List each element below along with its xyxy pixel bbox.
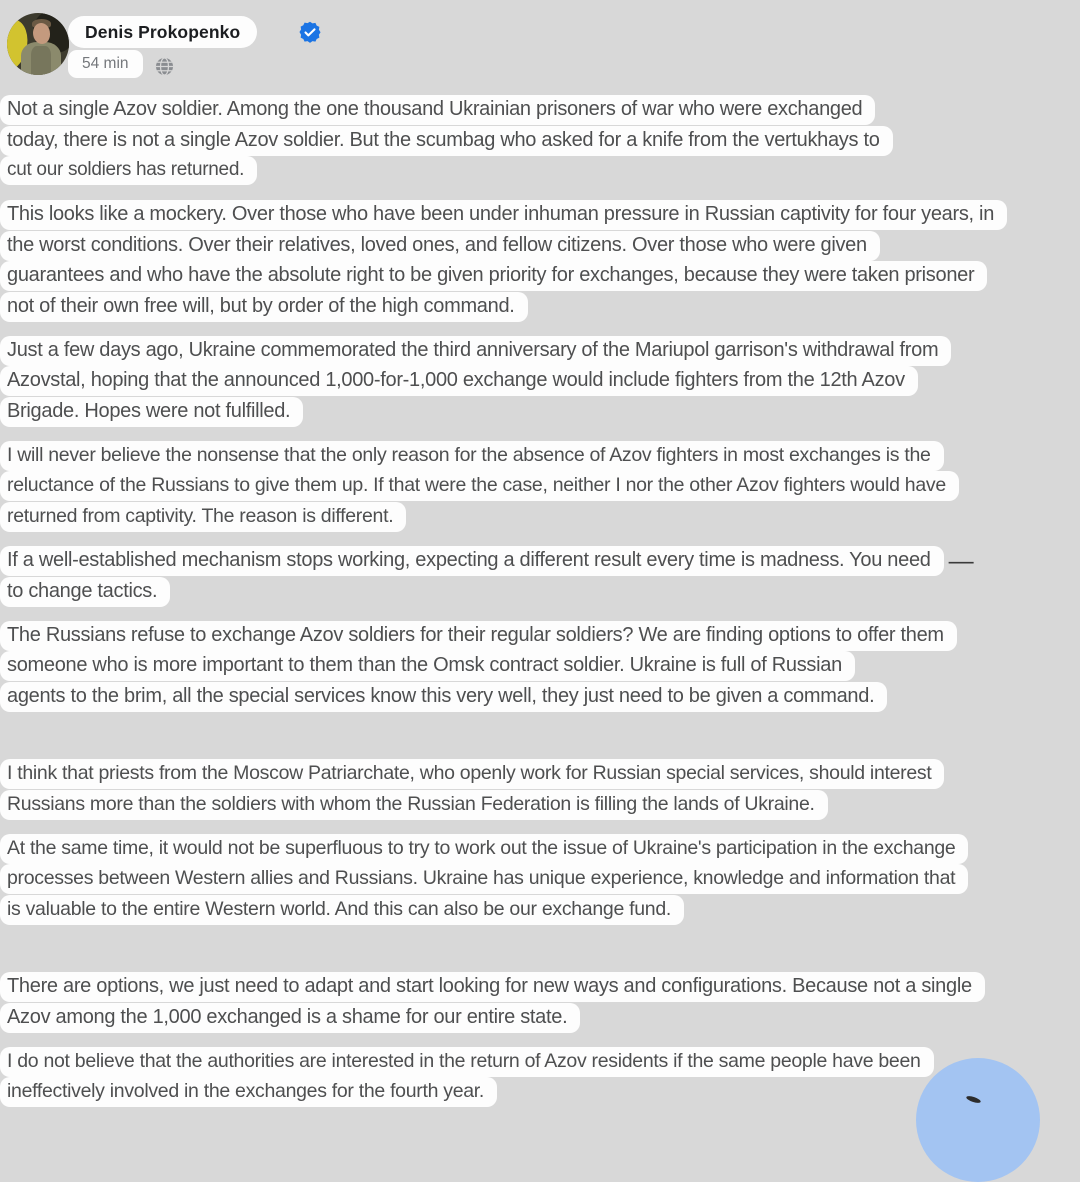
fab-icon-partial [966,1095,982,1104]
post-paragraph [0,441,1080,532]
post-text-line [0,1002,1080,1032]
post-text-line [0,125,1080,155]
text-pill: If a well-established mechanism stops working, expecting a different result every time is madness. You need [0,546,944,576]
post-header [0,0,1080,95]
text-pill: ineffectively involved in the exchanges for the fourth year. [0,1077,497,1107]
text-pill: Russians more than the soldiers with whom the Russian Federation is filling the lands of Ukraine. [0,790,828,820]
text-pill: I think that priests from the Moscow Patriarchate, who openly work for Russian special services, should interest [0,759,944,789]
post-text-line [0,200,1080,230]
post-text-line [0,834,1080,864]
text-pill: Just a few days ago, Ukraine commemorated the third anniversary of the Mariupol garrison's withdrawal from [0,336,951,366]
post-text-line [0,789,1080,819]
text-pill: to change tactics. [0,577,170,607]
text-pill: the worst conditions. Over their relatives, loved ones, and fellow citizens. Over those who were given [0,231,880,261]
globe-public-icon [155,57,174,76]
text-pill: reluctance of the Russians to give them up. If that were the case, neither I nor the other Azov fighters would have [0,471,959,501]
avatar-vest [31,46,51,75]
post-paragraph [0,200,1080,322]
text-pill: Not a single Azov soldier. Among the one thousand Ukrainian prisoners of war who were exchanged [0,95,875,125]
post-paragraph [0,759,1080,820]
post-body [0,95,1080,1122]
text-pill: agents to the brim, all the special services know this very well, they just need to be given a command. [0,682,887,712]
post-timestamp[interactable]: 54 min [68,50,143,78]
post-paragraph [0,336,1080,427]
post-text-line [0,261,1080,291]
em-dash-mark: — [948,546,974,575]
post-text-line [0,972,1080,1002]
text-pill: today, there is not a single Azov soldier. But the scumbag who asked for a knife from the vertukhays to [0,126,893,156]
post-text-line [0,366,1080,396]
post-text-line [0,441,1080,471]
text-pill: returned from captivity. The reason is different. [0,502,406,532]
post-paragraph [0,621,1080,712]
post-text-line [0,621,1080,651]
post-text-line [0,546,1080,576]
avatar[interactable] [7,13,69,75]
text-pill: I will never believe the nonsense that the only reason for the absence of Azov fighters in most exchanges is the [0,441,944,471]
post-text-line [0,651,1080,681]
text-pill: Brigade. Hopes were not fulfilled. [0,397,303,427]
post-text-line [0,336,1080,366]
post-text-line [0,95,1080,125]
post-paragraph [0,1047,1080,1108]
post-paragraph [0,972,1080,1033]
text-pill: I do not believe that the authorities are interested in the return of Azov residents if the same people have been [0,1047,934,1077]
text-pill: not of their own free will, but by order of the high command. [0,292,528,322]
post-text-line [0,502,1080,532]
translate-fab-button[interactable] [916,1058,1040,1182]
post-text-line [0,397,1080,427]
text-pill: guarantees and who have the absolute right to be given priority for exchanges, because they were taken prisoner [0,261,987,291]
post-text-line [0,291,1080,321]
post-text-line [0,471,1080,501]
author-name[interactable]: Denis Prokopenko [68,16,257,48]
text-pill: someone who is more important to them than the Omsk contract soldier. Ukraine is full of Russian [0,651,855,681]
text-pill: There are options, we just need to adapt and start looking for new ways and configurations. Because not a single [0,972,985,1002]
post-text-line [0,759,1080,789]
post-text-line [0,156,1080,186]
post-text-line [0,576,1080,606]
text-pill: Azov among the 1,000 exchanged is a shame for our entire state. [0,1003,580,1033]
post-text-line [0,864,1080,894]
text-pill: Azovstal, hoping that the announced 1,000-for-1,000 exchange would include fighters from the 12th Azov [0,366,918,396]
post-paragraph [0,834,1080,925]
text-pill: This looks like a mockery. Over those who have been under inhuman pressure in Russian captivity for four years, in [0,200,1007,230]
text-pill: cut our soldiers has returned. [0,156,257,185]
text-pill: processes between Western allies and Russians. Ukraine has unique experience, knowledge and information that [0,864,968,894]
post-paragraph [0,95,1080,186]
post-paragraph [0,546,1080,607]
avatar-face [33,23,50,44]
verified-badge-icon [299,21,321,43]
post-text-line [0,682,1080,712]
text-pill: The Russians refuse to exchange Azov soldiers for their regular soldiers? We are finding options to offer them [0,621,957,651]
text-pill: At the same time, it would not be superfluous to try to work out the issue of Ukraine's participation in the exchange [0,834,968,864]
post-text-line [0,1047,1080,1077]
post-text-line [0,895,1080,925]
text-pill: is valuable to the entire Western world. And this can also be our exchange fund. [0,895,684,925]
post-text-line [0,231,1080,261]
